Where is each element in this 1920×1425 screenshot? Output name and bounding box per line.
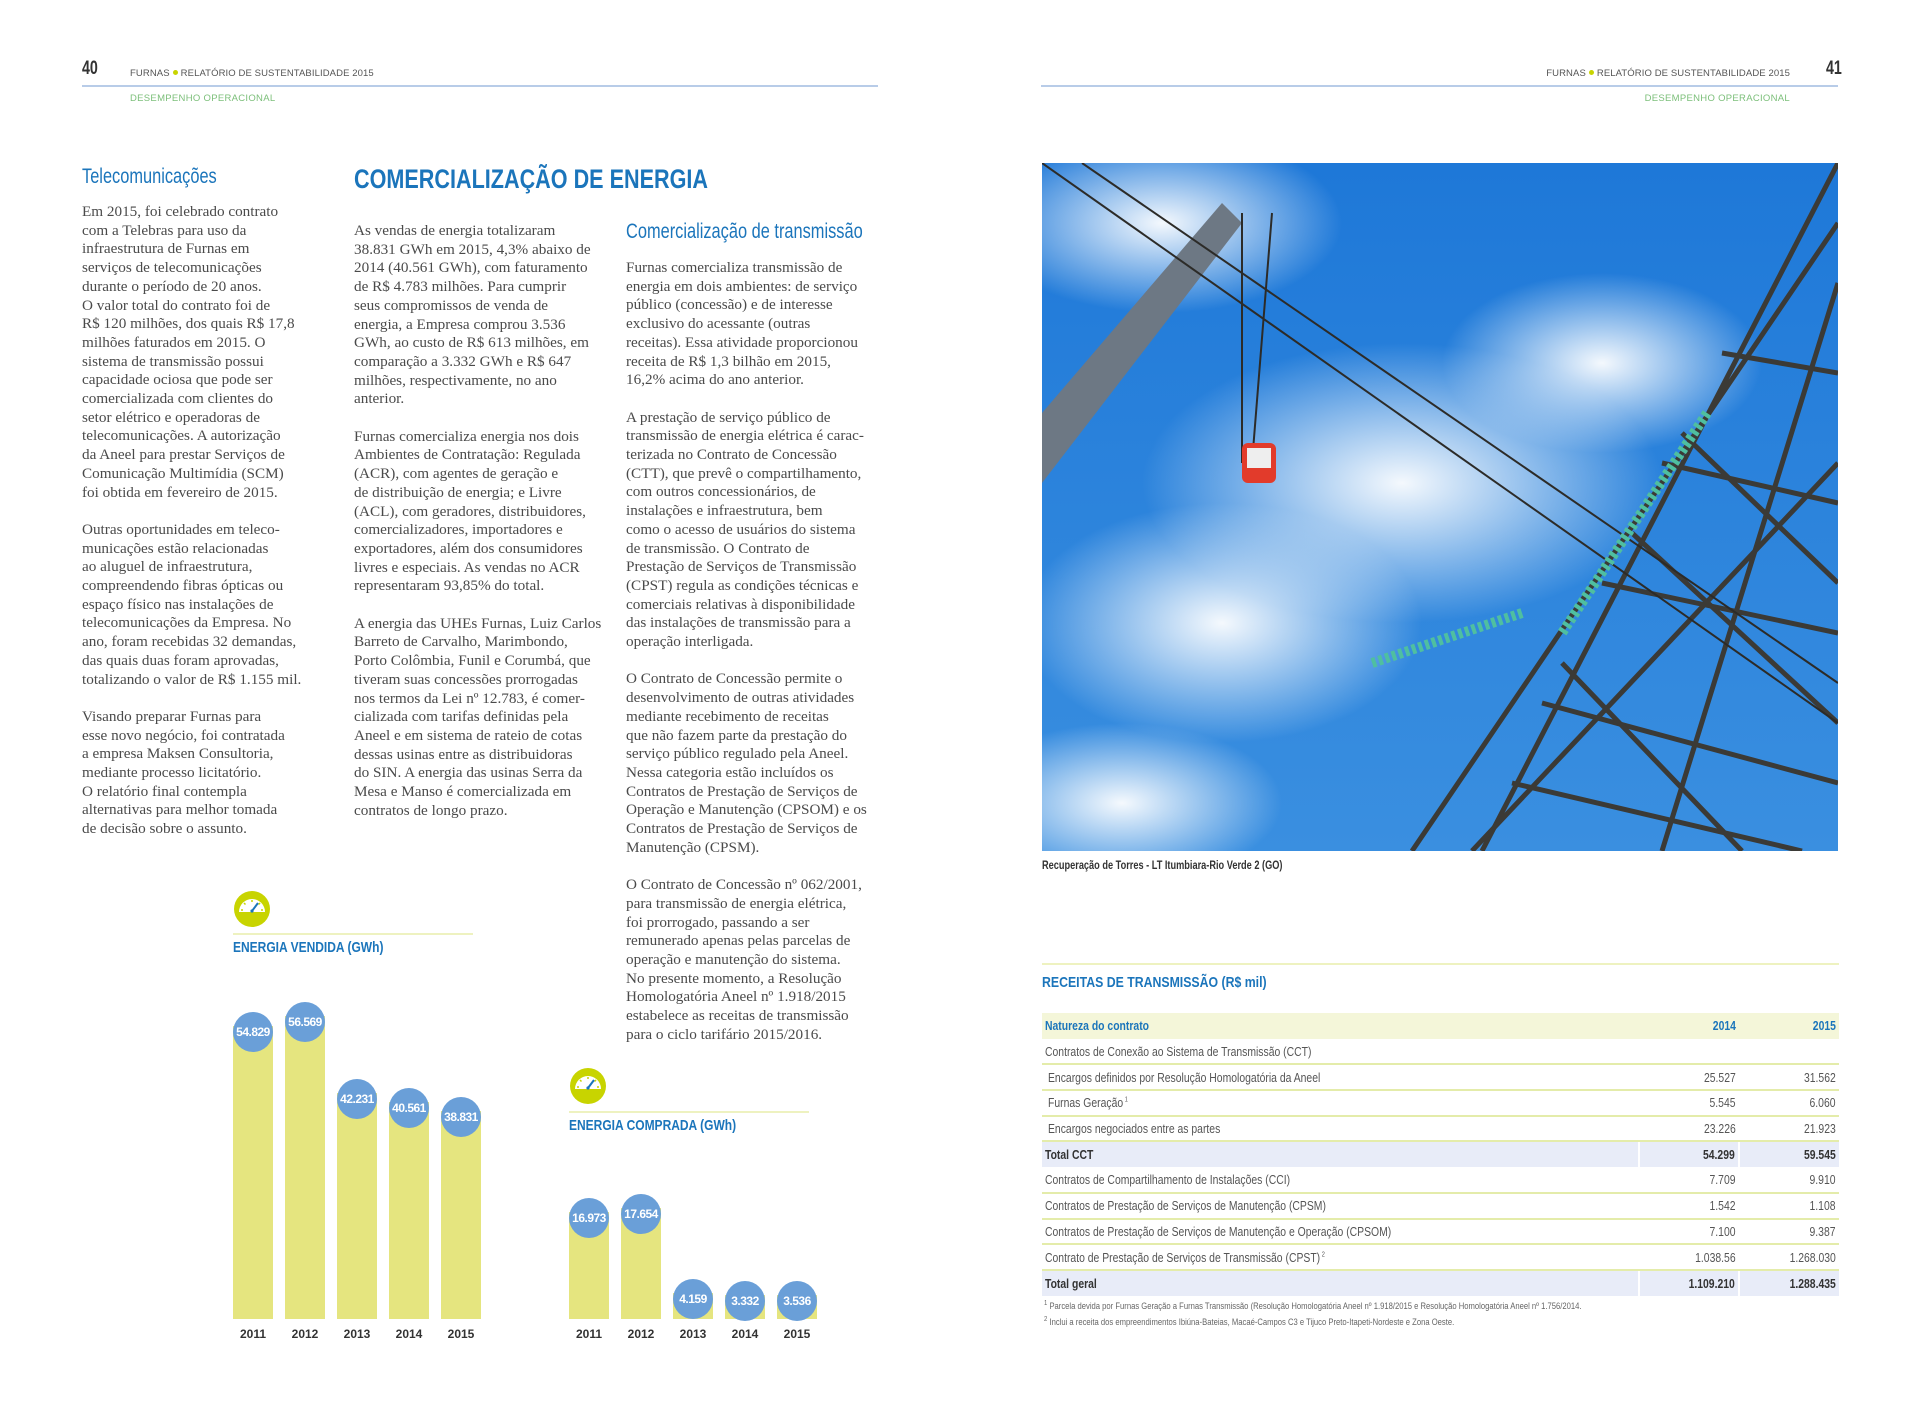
text-line: nos termos da Lei nº 12.783, é comer- [354, 689, 585, 707]
text-line: compreendendo fibras ópticas ou [82, 577, 284, 595]
text-line: seus compromissos de venda de [354, 296, 549, 314]
text-line: alternativas para melhor tomada [82, 801, 278, 819]
cell-v2014 [1639, 1141, 1739, 1167]
text-line: (CTT), que prevê o compartilhamento, [626, 464, 862, 482]
cell-v2014 [1639, 1193, 1739, 1219]
table-row [1042, 1141, 1839, 1167]
text-line: Furnas comercializa transmissão de [626, 259, 843, 276]
cell-value: 54.299 [1703, 1147, 1735, 1163]
row-label [1042, 1116, 1639, 1142]
data-label-2014: 40.561 [389, 1088, 429, 1128]
cell-v2015 [1739, 1039, 1839, 1065]
page-number-right: 41 [1826, 58, 1842, 79]
text-line: Comunicação Multimídia (SCM) [82, 464, 284, 482]
x-tick-2012: 2012 [627, 1327, 655, 1341]
text-line: totalizando o valor de R$ 1.155 mil. [82, 670, 302, 688]
cell-value: 1.108 [1809, 1198, 1836, 1214]
data-label-2012: 17.654 [621, 1194, 661, 1234]
text-line: remunerado apenas pelas parcelas de [626, 932, 851, 950]
row-label-text: Total geral [1045, 1275, 1097, 1291]
report-title: RELATÓRIO DE SUSTENTABILIDADE 2015 [180, 68, 374, 79]
cell-value: 23.226 [1704, 1121, 1736, 1137]
text-line: comerciais relativas à disponibilidade [626, 595, 855, 613]
photo-caption: Recuperação de Torres - LT Itumbiara-Rio Verde 2 (GO) [1042, 860, 1283, 872]
text-line: receita de R$ 1,3 bilhão em 2015, [626, 352, 831, 370]
text-line: de R$ 4.783 milhões. Para cumprir [354, 278, 567, 296]
tower-photo [1042, 163, 1838, 851]
text-line: com outros concessionários, de [626, 483, 816, 501]
cell-value: 7.100 [1709, 1223, 1736, 1239]
text-line: com a Telebras para uso da [82, 221, 247, 239]
row-label [1042, 1039, 1639, 1065]
chart-title-comprada: ENERGIA COMPRADA (GWh) [569, 1117, 737, 1134]
paragraph [354, 222, 601, 409]
text-line: O valor total do contrato foi de [82, 296, 271, 314]
text-line: desenvolvimento de outras atividades [626, 689, 855, 707]
text-line: terizada no Contrato de Concessão [626, 446, 837, 464]
brand: FURNAS [130, 68, 170, 79]
x-tick-2012: 2012 [291, 1327, 319, 1341]
cell-v2014 [1639, 1116, 1739, 1142]
cell-value: 1.268.030 [1789, 1249, 1836, 1265]
text-line: ano, foram recebidas 32 demandas, [82, 633, 297, 651]
paragraph [82, 708, 301, 839]
text-line: a empresa Maksen Consultoria, [82, 745, 274, 763]
x-tick-2015: 2015 [447, 1327, 475, 1341]
footnote-mark: 1 [1123, 1097, 1128, 1105]
text-line: Outras oportunidades em teleco- [82, 520, 280, 538]
bullet-dot-icon [173, 70, 178, 75]
cell-v2015 [1739, 1270, 1839, 1296]
cell-v2014 [1639, 1167, 1739, 1193]
row-label-text: Contratos de Compartilhamento de Instalações (CCI) [1045, 1171, 1291, 1187]
table-row [1042, 1116, 1839, 1142]
text-line: comercializadores, importadores e [354, 521, 563, 539]
table-row [1042, 1039, 1839, 1065]
text-line: exclusivo do acessante (outras [626, 315, 811, 333]
receitas-table [1042, 1013, 1839, 1296]
row-label-text: Contratos de Prestação de Serviços de Manutenção e Operação (CPSOM) [1045, 1223, 1392, 1239]
cell-value: 25.527 [1704, 1069, 1736, 1085]
text-line: operação e manutenção do sistema. [626, 950, 841, 968]
text-line: As vendas de energia totalizaram [354, 222, 556, 239]
cell-value: 9.910 [1809, 1171, 1836, 1187]
cell-v2015 [1739, 1244, 1839, 1270]
text-line: cializada com tarifas definidas pela [354, 708, 569, 726]
text-line: exportadores, além dos consumidores [354, 539, 583, 557]
text-line: serviços de telecomunicações [82, 259, 262, 277]
bullet-dot-icon [1589, 70, 1594, 75]
table-row [1042, 1270, 1839, 1296]
footnote [1044, 1300, 1582, 1311]
text-line: energia em dois ambientes: de serviço [626, 277, 858, 295]
text-line: capacidade ociosa que pode ser [82, 371, 273, 389]
text-line: livres e especiais. As vendas no ACR [354, 558, 580, 576]
text-line: (CPST) regula as condições técnicas e [626, 576, 859, 594]
text-line: (ACL), com geradores, distribuidores, [354, 502, 586, 520]
data-label-2013: 4.159 [673, 1279, 713, 1319]
text-line: No presente momento, a Resolução [626, 969, 842, 987]
text-line: foi obtida em fevereiro de 2015. [82, 483, 278, 501]
cell-value: 1.038.56 [1695, 1249, 1736, 1265]
text-line: transmissão de energia elétrica é carac- [626, 427, 864, 445]
text-line: operação interligada. [626, 633, 754, 651]
bar-2011 [233, 1026, 273, 1319]
brand: FURNAS [1546, 68, 1586, 79]
text-line: Nessa categoria estão incluídos os [626, 763, 834, 781]
table-divider [1042, 963, 1839, 965]
row-label [1042, 1064, 1639, 1090]
gauge-icon [569, 1067, 607, 1110]
transmissao-text [626, 259, 867, 1044]
row-label-text: Contratos de Conexão ao Sistema de Transmissão (CCT) [1045, 1043, 1312, 1059]
cell-v2014 [1639, 1270, 1739, 1296]
row-label-text: Total CCT [1045, 1147, 1094, 1163]
row-label [1042, 1219, 1639, 1245]
text-line: O Contrato de Concessão nº 062/2001, [626, 876, 862, 894]
header-divider [82, 85, 878, 87]
text-line: mediante processo licitatório. [82, 764, 262, 782]
cell-v2015 [1739, 1090, 1839, 1116]
cell-value: 5.545 [1709, 1095, 1736, 1111]
energia-heading: COMERCIALIZAÇÃO DE ENERGIA [354, 164, 709, 194]
text-line: de decisão sobre o assunto. [82, 820, 247, 838]
paragraph [82, 203, 301, 502]
text-line: comercializada com clientes do [82, 390, 274, 408]
table-row [1042, 1064, 1839, 1090]
text-line: O relatório final contempla [82, 782, 247, 800]
row-label [1042, 1141, 1639, 1167]
section-label-left: DESEMPENHO OPERACIONAL [130, 93, 276, 104]
row-label-text: Encargos negociados entre as partes [1048, 1121, 1221, 1137]
table-header-row [1042, 1013, 1839, 1039]
cell-value: 1.109.210 [1688, 1275, 1735, 1291]
text-line: Homologatória Aneel nº 1.918/2015 [626, 988, 846, 1006]
text-line: Manutenção (CPSM). [626, 838, 760, 856]
text-line: R$ 120 milhões, dos quais R$ 17,8 [82, 315, 295, 333]
text-line: A prestação de serviço público de [626, 408, 831, 426]
text-line: milhões faturados em 2015. O [82, 333, 266, 351]
row-label [1042, 1193, 1639, 1219]
table-row [1042, 1219, 1839, 1245]
data-label-2014: 3.332 [725, 1281, 765, 1321]
text-line: público (concessão) e de interesse [626, 296, 833, 314]
section-label-right: DESEMPENHO OPERACIONAL [1644, 93, 1790, 104]
text-line: Operação e Manutenção (CPSOM) e os [626, 801, 867, 819]
text-line: Contratos de Prestação de Serviços de [626, 782, 858, 800]
footnote-mark: 2 [1044, 1316, 1048, 1323]
table-row [1042, 1090, 1839, 1116]
text-line: contratos de longo prazo. [354, 801, 508, 819]
text-line: Prestação de Serviços de Transmissão [626, 558, 857, 576]
text-line: mediante recebimento de receitas [626, 707, 829, 725]
running-header-right [1546, 68, 1790, 79]
text-line: estabelece as receitas de transmissão [626, 1007, 849, 1025]
text-line: receitas). Essa atividade proporcionou [626, 333, 858, 351]
cell-v2015 [1739, 1193, 1839, 1219]
x-tick-2011: 2011 [575, 1327, 603, 1341]
footnote [1044, 1316, 1582, 1327]
chart-divider [569, 1111, 809, 1113]
footnote-text: Parcela devida por Furnas Geração a Furnas Transmissão (Resolução Homologatória Aneel nº 1.918/2015 e Resolução Homologatória Aneel nº 1.756/2014. [1047, 1301, 1582, 1311]
text-line: foi prorrogado, passando a ser [626, 913, 810, 931]
text-line: que não fazem parte da prestação do [626, 726, 847, 744]
text-line: Porto Colômbia, Funil e Corumbá, que [354, 652, 591, 670]
footnote-text: Inclui a receita dos empreendimentos Ibiúna-Bateias, Macaé-Campos C3 e Tijuco Preto-Itapeti-Nordeste e Zona Oeste. [1047, 1317, 1455, 1327]
row-label [1042, 1270, 1639, 1296]
text-line: (ACR), com agentes de geração e [354, 465, 559, 483]
paragraph [626, 409, 867, 652]
text-line: sistema de transmissão possui [82, 352, 264, 370]
paragraph-gap [626, 390, 867, 409]
cell-value: 59.545 [1804, 1147, 1836, 1163]
cell-value: 6.060 [1809, 1095, 1836, 1111]
text-line: energia, a Empresa comprou 3.536 [354, 315, 566, 333]
text-line: Mesa e Manso é comercializada em [354, 783, 572, 801]
footnote-mark: 2 [1320, 1251, 1325, 1259]
text-line: telecomunicações da Empresa. No [82, 614, 292, 632]
x-tick-2014: 2014 [731, 1327, 759, 1341]
cell-v2014 [1639, 1064, 1739, 1090]
col-header: Natureza do contrato [1042, 1013, 1639, 1039]
paragraph [82, 521, 301, 689]
data-label-2015: 38.831 [441, 1097, 481, 1137]
data-label-2012: 56.569 [285, 1002, 325, 1042]
text-line: das instalações de transmissão para a [626, 614, 851, 632]
row-label-text: Furnas Geração $^1$ [1048, 1095, 1128, 1111]
row-label [1042, 1167, 1639, 1193]
text-line: 38.831 GWh em 2015, 4,3% abaixo de [354, 240, 591, 258]
text-line: da Aneel para prestar Serviços de [82, 446, 285, 464]
col-header: 2014 [1639, 1013, 1739, 1039]
text-line: setor elétrico e operadoras de [82, 408, 260, 426]
text-line: esse novo negócio, foi contratada [82, 726, 285, 744]
text-line: espaço físico nas instalações de [82, 595, 274, 613]
text-line: Barreto de Carvalho, Marimbondo, [354, 633, 568, 651]
text-line: Ambientes de Contratação: Regulada [354, 446, 581, 464]
cell-v2014 [1639, 1090, 1739, 1116]
paragraph [626, 876, 867, 1044]
text-line: para transmissão de energia elétrica, [626, 894, 847, 912]
cell-v2015 [1739, 1141, 1839, 1167]
x-tick-2011: 2011 [239, 1327, 267, 1341]
text-line: do SIN. A energia das usinas Serra da [354, 764, 583, 782]
paragraph-gap [82, 502, 301, 521]
page-number-left: 40 [82, 58, 98, 79]
text-line: das quais duas foram aprovadas, [82, 651, 279, 669]
cell-v2015 [1739, 1219, 1839, 1245]
cell-value: 7.709 [1709, 1171, 1736, 1187]
cell-value: 31.562 [1804, 1069, 1836, 1085]
paragraph [354, 428, 601, 596]
cell-value: 1.542 [1709, 1198, 1736, 1214]
x-tick-2013: 2013 [343, 1327, 371, 1341]
x-tick-2014: 2014 [395, 1327, 423, 1341]
cell-value: 9.387 [1809, 1223, 1836, 1239]
text-line: representaram 93,85% do total. [354, 577, 545, 595]
data-label-2011: 54.829 [233, 1012, 273, 1052]
text-line: Contratos de Prestação de Serviços de [626, 820, 858, 838]
data-label-2011: 16.973 [569, 1198, 609, 1238]
paragraph-gap [626, 857, 867, 876]
running-header-left [130, 68, 374, 79]
table-row [1042, 1244, 1839, 1270]
cell-v2015 [1739, 1116, 1839, 1142]
chart-title-vendida: ENERGIA VENDIDA (GWh) [233, 939, 384, 956]
text-line: 2014 (40.561 GWh), com faturamento [354, 259, 588, 277]
cell-value: 21.923 [1804, 1121, 1836, 1137]
text-line: para o ciclo tarifário 2015/2016. [626, 1025, 823, 1043]
paragraph-gap [626, 652, 867, 671]
bar-2013 [337, 1093, 377, 1319]
text-line: ao aluguel de infraestrutura, [82, 558, 253, 576]
text-line: como o acesso de usuários do sistema [626, 520, 856, 538]
cell-v2014 [1639, 1039, 1739, 1065]
text-line: de transmissão. O Contrato de [626, 539, 810, 557]
text-line: A energia das UHEs Furnas, Luiz Carlos [354, 614, 602, 632]
data-label-2015: 3.536 [777, 1281, 817, 1321]
table-title: RECEITAS DE TRANSMISSÃO (R$ mil) [1042, 974, 1267, 991]
text-line: de distribuição de energia; e Livre [354, 483, 562, 501]
footnote-mark: 1 [1044, 1300, 1048, 1307]
data-label-2013: 42.231 [337, 1079, 377, 1119]
cell-v2015 [1739, 1064, 1839, 1090]
text-line: Furnas comercializa energia nos dois [354, 427, 579, 445]
energia-text [354, 222, 601, 820]
x-tick-2015: 2015 [783, 1327, 811, 1341]
paragraph [354, 615, 601, 821]
row-label [1042, 1244, 1639, 1270]
text-line: GWh, ao custo de R$ 613 milhões, em [354, 334, 589, 352]
cell-v2014 [1639, 1219, 1739, 1245]
bar-2014 [389, 1102, 429, 1319]
cell-v2014 [1639, 1244, 1739, 1270]
paragraph [626, 259, 867, 390]
text-line: telecomunicações. A autorização [82, 427, 281, 445]
text-line: anterior. [354, 390, 405, 408]
col-header: 2015 [1739, 1013, 1839, 1039]
telecom-heading: Telecomunicações [82, 165, 217, 188]
chart-divider [233, 933, 473, 935]
text-line: municações estão relacionadas [82, 539, 269, 557]
text-line: O Contrato de Concessão permite o [626, 670, 843, 688]
telecom-text [82, 203, 301, 839]
gauge-icon [233, 890, 271, 933]
row-label-text: Encargos definidos por Resolução Homologatória da Aneel [1048, 1069, 1321, 1085]
text-line: Aneel e em sistema de rateio de cotas [354, 726, 583, 744]
bar-2012 [285, 1016, 325, 1319]
text-line: comparação a 3.332 GWh e R$ 647 [354, 352, 572, 370]
text-line: dessas usinas entre as distribuidoras [354, 745, 573, 763]
table-footnotes [1044, 1300, 1676, 1332]
text-line: serviço público regulado pela Aneel. [626, 745, 849, 763]
row-label-text: Contratos de Prestação de Serviços de Manutenção (CPSM) [1045, 1198, 1326, 1214]
bar-2015 [441, 1111, 481, 1319]
header-divider [1041, 85, 1838, 87]
table-row [1042, 1167, 1839, 1193]
paragraph-gap [82, 689, 301, 708]
paragraph-gap [354, 596, 601, 615]
row-label [1042, 1090, 1639, 1116]
cell-v2015 [1739, 1167, 1839, 1193]
paragraph [626, 670, 867, 857]
text-line: Em 2015, foi celebrado contrato [82, 203, 279, 220]
transmissao-heading: Comercialização de transmissão [626, 220, 863, 243]
text-line: infraestrutura de Furnas em [82, 240, 250, 258]
cell-value: 1.288.435 [1789, 1275, 1836, 1291]
text-line: tiveram suas concessões prorrogadas [354, 670, 578, 688]
row-label-text: Contrato de Prestação de Serviços de Transmissão (CPST) $^2$ [1045, 1249, 1325, 1265]
x-tick-2013: 2013 [679, 1327, 707, 1341]
text-line: Visando preparar Furnas para [82, 707, 262, 725]
paragraph-gap [354, 409, 601, 428]
text-line: milhões, respectivamente, no ano [354, 371, 557, 389]
text-line: instalações e infraestrutura, bem [626, 502, 823, 520]
text-line: durante o período de 20 anos. [82, 277, 262, 295]
table-row [1042, 1193, 1839, 1219]
text-line: 16,2% acima do ano anterior. [626, 371, 804, 389]
report-title: RELATÓRIO DE SUSTENTABILIDADE 2015 [1596, 68, 1790, 79]
